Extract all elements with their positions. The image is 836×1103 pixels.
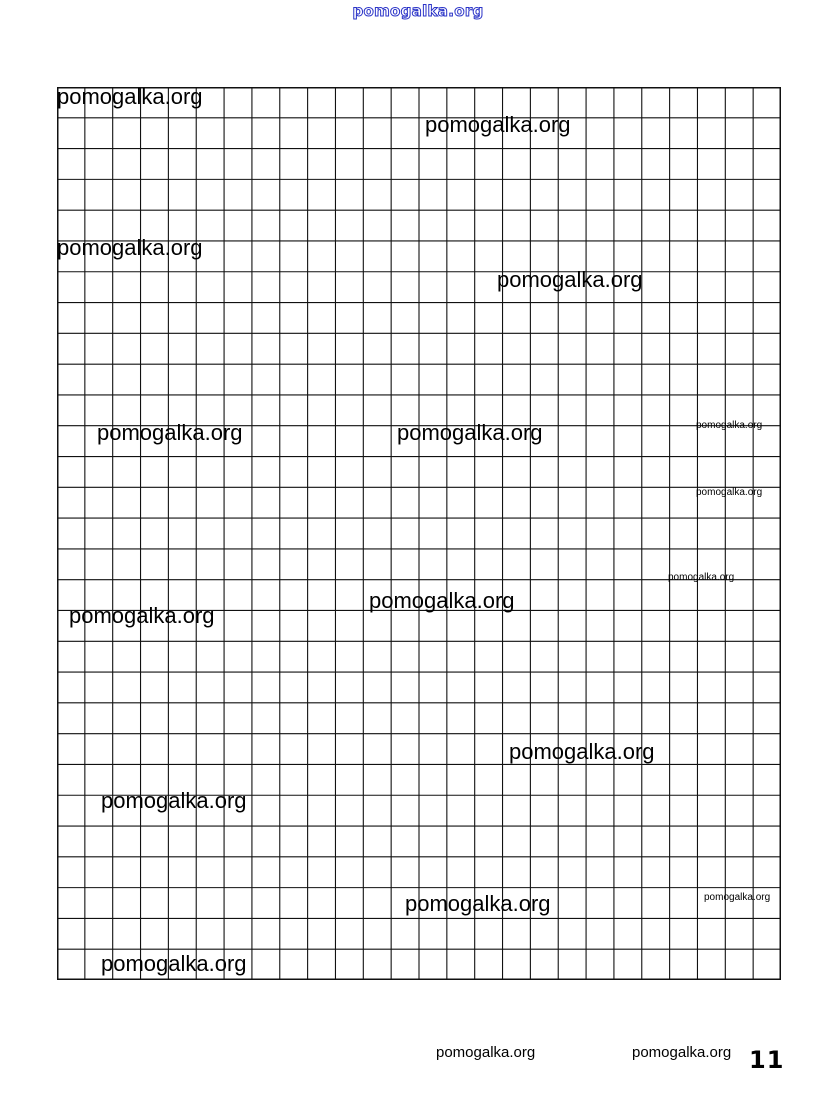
watermark-text: pomogalka.org (97, 420, 243, 445)
footer-watermark-left: pomogalka.org (436, 1044, 536, 1061)
page-number: 11 (749, 1046, 785, 1074)
watermark-text: pomogalka.org (696, 420, 763, 431)
watermark-text: pomogalka.org (497, 267, 643, 292)
watermark-text: pomogalka.org (509, 739, 655, 764)
squared-grid (57, 84, 781, 980)
header-site-link[interactable]: pomogalka.org (352, 2, 484, 20)
watermark-text: pomogalka.org (425, 112, 571, 137)
watermark-text: pomogalka.org (668, 572, 735, 583)
footer-watermark-right: pomogalka.org (632, 1044, 732, 1061)
watermark-text: pomogalka.org (704, 892, 771, 903)
watermark-text: pomogalka.org (69, 603, 215, 628)
watermark-text: pomogalka.org (369, 588, 515, 613)
watermark-text: pomogalka.org (101, 951, 247, 976)
watermark-text: pomogalka.org (405, 891, 551, 916)
watermark-text: pomogalka.org (57, 235, 203, 260)
watermark-text: pomogalka.org (101, 788, 247, 813)
watermark-text: pomogalka.org (57, 84, 203, 109)
watermark-text: pomogalka.org (397, 420, 543, 445)
watermark-text: pomogalka.org (696, 487, 763, 498)
